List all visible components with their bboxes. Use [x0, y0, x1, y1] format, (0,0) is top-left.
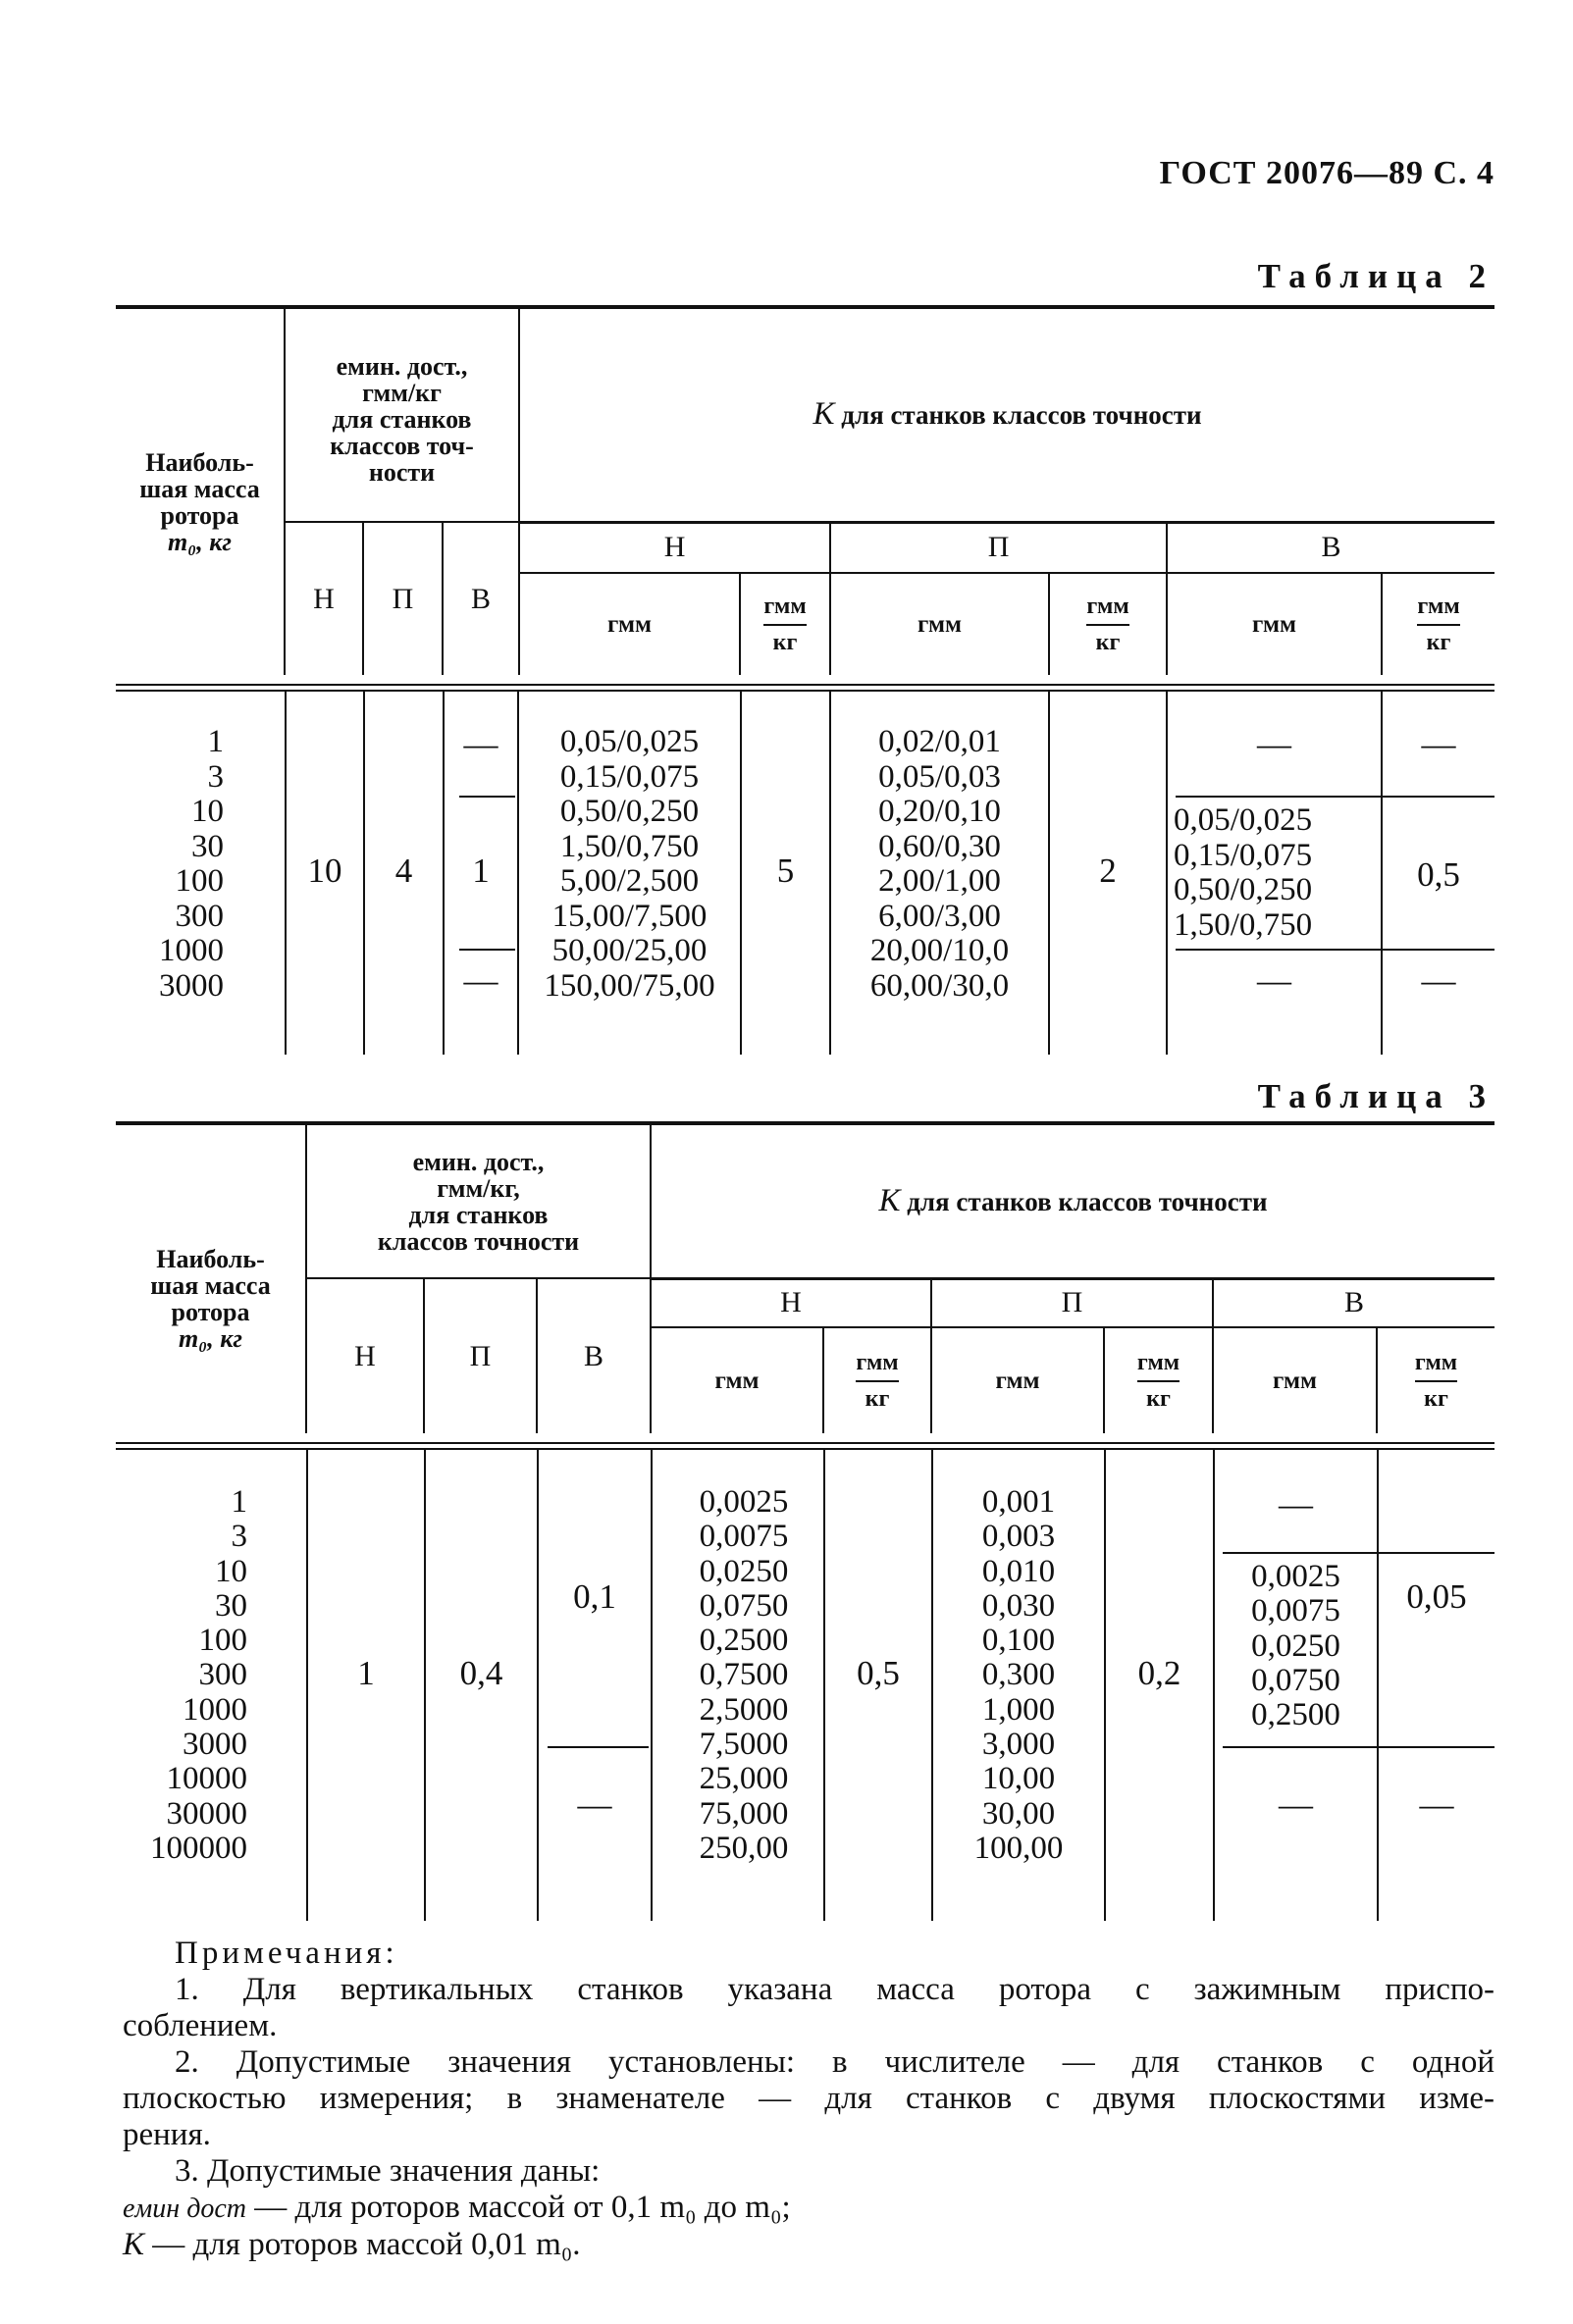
table2-k-class-v: В [1167, 522, 1494, 573]
table2-sep [1176, 949, 1494, 951]
table2-e-v-dash: — [463, 725, 498, 763]
note-2c: рения. [123, 2117, 211, 2152]
table2-unit-frac: $\frac{\text{гмм}}{кг}$ [1382, 573, 1494, 675]
table3-k-class-v: В [1213, 1278, 1494, 1327]
table3-unit-gmm: гмм [931, 1327, 1104, 1433]
table3-e-class-p: П [424, 1278, 537, 1433]
table3-v-gmmkg-dash: — [1419, 1785, 1454, 1824]
table2-sep [1176, 796, 1494, 798]
table2-sep [459, 796, 515, 798]
table2-p-gmmkg: 2 [1099, 852, 1117, 890]
table3-sep [548, 1746, 649, 1748]
table3-vline [651, 1450, 653, 1921]
table2-mass-values: 1 3 10 30 100 300 1000 3000 [159, 724, 224, 1004]
table3-vline [931, 1450, 933, 1921]
table2-unit-gmm: гмм [830, 573, 1049, 675]
table2-e-h: 10 [307, 852, 342, 890]
note-3a [123, 2190, 1494, 2227]
table3-v-gmm-dash: — [1279, 1485, 1313, 1524]
table3 [116, 1125, 1494, 1433]
table3-unit-gmm: гмм [1213, 1327, 1377, 1433]
note-2b: плоскостью измерения; в знаменателе — для станков с двумя плоскостями изме- [123, 2081, 1494, 2116]
table2-e-v: 1 [472, 852, 490, 890]
note-3a-text: — для роторов массой от 0,1 m₀ до m₀; [246, 2190, 791, 2225]
table3-v-gmm: 0,0025 0,0075 0,0250 0,0750 0,2500 [1251, 1559, 1340, 1733]
notes-title: Примечания: [175, 1936, 398, 1971]
table2-e-class-h: Н [285, 522, 363, 675]
table3-vline [537, 1450, 539, 1921]
note-1a: 1. Для вертикальных станков указана масса ротора с зажимным приспо- [175, 1972, 1494, 2007]
notes [123, 1936, 1494, 2263]
table2-e-class-v: В [443, 522, 519, 675]
note-3b [123, 2227, 1494, 2263]
table2-e-p: 4 [394, 852, 413, 890]
table2-h-gmmkg: 5 [776, 852, 795, 890]
table2-v-gmmkg-dash: — [1421, 961, 1456, 1000]
table3-e-p: 0,4 [459, 1654, 503, 1692]
table3-e-class-h: Н [306, 1278, 424, 1433]
table3-v-gmmkg: 0,05 [1406, 1577, 1467, 1616]
table2-k-class-p: П [830, 522, 1167, 573]
table3-p-gmm: 0,001 0,003 0,010 0,030 0,100 0,300 1,000 3,000 10,00 30,00 100,00 [973, 1484, 1064, 1866]
table2-head-e: eмин. дост., гмм/кг для станков классов точ- ности [285, 309, 519, 522]
table2-unit-gmm: гмм [1167, 573, 1382, 675]
table2-unit-frac: $\frac{\text{гмм}}{кг}$ [1049, 573, 1167, 675]
table3-unit-gmm: гмм [651, 1327, 823, 1433]
table3-mass-values: 1 3 10 30 100 300 1000 3000 10000 30000 100000 [150, 1484, 247, 1866]
note-2a: 2. Допустимые значения установлены: в числителе — для станков с одной [175, 2044, 1494, 2080]
table3-head-e: eмин. дост., гмм/кг, для станков классов точности [306, 1125, 651, 1278]
table2-sep [459, 949, 515, 951]
note-3: 3. Допустимые значения даны: [175, 2153, 601, 2189]
table2-unit-frac: $\frac{\text{гмм}}{кг}$ [740, 573, 830, 675]
table3-sep [1223, 1746, 1494, 1748]
table2-e-v-dash: — [463, 961, 498, 1000]
note-3b-text: — для роторов массой 0,01 m₀. [144, 2227, 581, 2262]
note-1b: соблением. [123, 2008, 278, 2043]
table2-p-gmm: 0,02/0,01 0,05/0,03 0,20/0,10 0,60/0,30 2,00/1,00 6,00/3,00 20,00/10,0 60,00/30,0 [869, 724, 1010, 1004]
note-3b-symbol: K [123, 2227, 145, 2262]
table2-v-gmmkg: 0,5 [1417, 855, 1460, 894]
table2-caption: Таблица 2 [1257, 257, 1494, 295]
note-3a-symbol: eмин дост [123, 2194, 246, 2224]
table3-e-v: 0,1 [573, 1577, 616, 1616]
table2-e-class-p: П [363, 522, 443, 675]
table2 [116, 309, 1494, 675]
table3-sep [1223, 1552, 1494, 1554]
table3-unit-frac: $\frac{\text{гмм}}{кг}$ [823, 1327, 931, 1433]
table2-head-mass: Наиболь- шая масса ротора m₀, кг [116, 309, 285, 675]
table2-body [116, 692, 1494, 1055]
table2-unit-gmm: гмм [519, 573, 740, 675]
table3-unit-frac: $\frac{\text{гмм}}{кг}$ [1104, 1327, 1213, 1433]
table2-v-gmm: 0,05/0,025 0,15/0,075 0,50/0,250 1,50/0,750 [1174, 802, 1313, 943]
table2-v-gmm-dash: — [1257, 961, 1291, 1000]
table2-k-class-h: Н [519, 522, 830, 573]
table3-e-class-v: В [537, 1278, 651, 1433]
table3-unit-frac: $\frac{\text{гмм}}{кг}$ [1377, 1327, 1494, 1433]
table2-double-rule [116, 684, 1494, 686]
page-header: ГОСТ 20076—89 С. 4 [1159, 155, 1494, 191]
table2-h-gmm: 0,05/0,025 0,15/0,075 0,50/0,250 1,50/0,750 5,00/2,500 15,00/7,500 50,00/25,00 150,00/75,00 [544, 724, 715, 1004]
table3-caption: Таблица 3 [1257, 1077, 1494, 1115]
table3-e-h: 1 [357, 1654, 375, 1692]
table3-body [116, 1450, 1494, 1921]
table3-vline [1377, 1450, 1379, 1921]
table3-head-k: K для станков классов точности [651, 1125, 1494, 1278]
table3-h-gmmkg: 0,5 [857, 1654, 900, 1692]
table2-v-gmmkg-dash: — [1421, 725, 1456, 763]
table3-v-gmm-dash: — [1279, 1785, 1313, 1824]
table3-p-gmmkg: 0,2 [1137, 1654, 1181, 1692]
table3-h-gmm: 0,0025 0,0075 0,0250 0,0750 0,2500 0,7500 2,5000 7,5000 25,000 75,000 250,00 [699, 1484, 789, 1866]
table3-double-rule [116, 1442, 1494, 1444]
table2-head-k: K для станков классов точности [519, 309, 1494, 522]
table3-head-mass: Наиболь- шая масса ротора m₀, кг [116, 1125, 306, 1433]
table3-k-class-h: Н [651, 1278, 931, 1327]
table3-e-v-dash: — [577, 1785, 612, 1824]
table2-v-gmm-dash: — [1257, 725, 1291, 763]
table3-k-class-p: П [931, 1278, 1213, 1327]
